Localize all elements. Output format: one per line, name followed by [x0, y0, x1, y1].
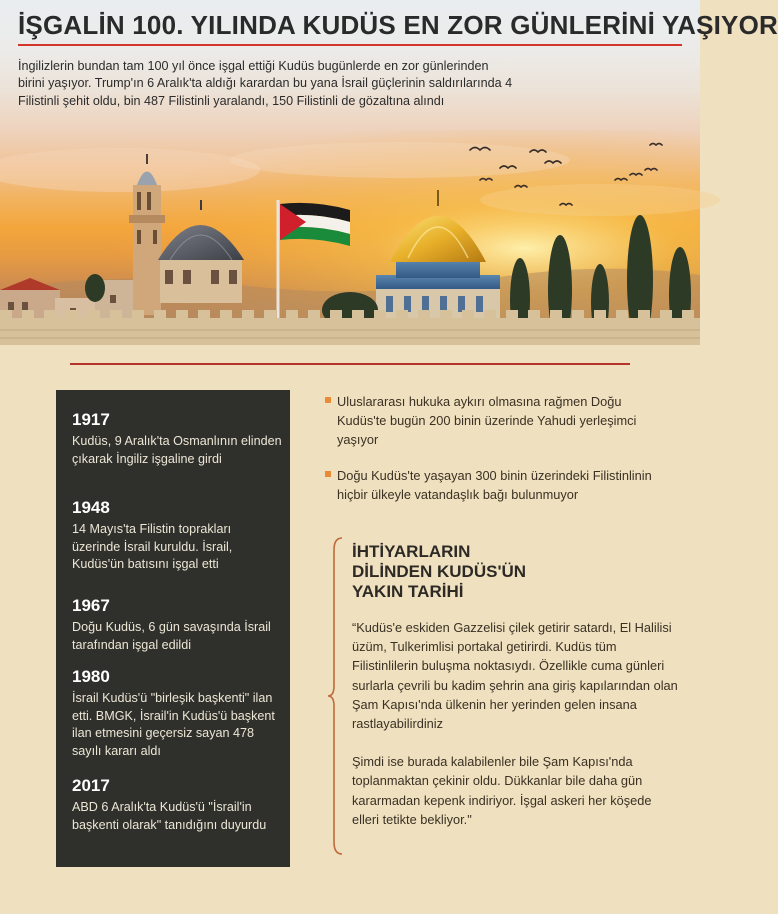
- quote-title: [352, 542, 612, 602]
- quote-title-line: YAKIN TARİHİ: [352, 582, 464, 601]
- timeline-text: Doğu Kudüs, 6 gün savaşında İsrail tarafından işgal edildi: [72, 620, 271, 652]
- curly-brace-icon: [326, 536, 344, 856]
- timeline-text: ABD 6 Aralık'ta Kudüs'ü "İsrail'in başkenti olarak" tanıdığını duyurdu: [72, 800, 267, 832]
- timeline-year: 1948: [72, 498, 110, 517]
- quote-paragraph: “Kudüs'e eskiden Gazzelisi çilek getirir satardı, El Halilisi üzüm, Tulkerimlisi portakal getirirdi. Kudüs tüm Filistinlilerin buluşma noktasıydı. Özellikle cuma günleri surlarla çevrili bu kadim şehrin ana giriş kapılarından olan Şam Kapısı'nda ülkenin her yerinden gelen insana rastlayabilirdiniz: [352, 620, 678, 732]
- timeline-year: 2017: [72, 776, 110, 795]
- quote-body: [352, 618, 682, 829]
- title-underline: [18, 44, 682, 46]
- timeline-year: 1917: [72, 410, 110, 429]
- fact-bullet: [337, 466, 667, 504]
- square-bullet-icon: [325, 471, 331, 477]
- timeline-text: 14 Mayıs'ta Filistin toprakları üzerinde İsrail kuruldu. İsrail, Kudüs'ün batısını işgal etti: [72, 522, 233, 572]
- intro-text: İngilizlerin bundan tam 100 yıl önce işgal ettiği Kudüs bugünlerde en zor günlerinden birini yaşıyor. Trump'ın 6 Aralık'ta aldığı karardan bu yana İsrail güçlerinin saldırılarında 4 Filistinli şehit oldu, bin 487 Filistinli yaralandı, 150 Filistinli de gözaltına alındı: [18, 59, 513, 108]
- timeline-item: [72, 596, 282, 654]
- timeline-item: [72, 410, 282, 468]
- timeline-box: [56, 390, 290, 867]
- timeline-item: [72, 498, 282, 574]
- quote-title-line: İHTİYARLARIN: [352, 542, 471, 561]
- header-banner: [0, 0, 778, 345]
- timeline-year: 1980: [72, 667, 110, 686]
- section-divider: [70, 363, 630, 365]
- timeline-year: 1967: [72, 596, 110, 615]
- timeline-text: İsrail Kudüs'ü "birleşik başkenti" ilan etti. BMGK, İsrail'in Kudüs'ü başkent ilan etmesini geçersiz sayan 478 sayılı kararı aldı: [72, 691, 275, 758]
- quote-title-line: DİLİNDEN KUDÜS'ÜN: [352, 562, 527, 581]
- timeline-text: Kudüs, 9 Aralık'ta Osmanlının elinden çıkarak İngiliz işgaline girdi: [72, 434, 282, 466]
- fact-bullet: [337, 392, 667, 449]
- timeline-item: [72, 776, 282, 834]
- bullet-text: Uluslararası hukuka aykırı olmasına rağmen Doğu Kudüs'te bugün 200 binin üzerinde Yahudi yerleşimci yaşıyor: [337, 394, 637, 447]
- timeline-item: [72, 667, 282, 760]
- quote-paragraph: Şimdi ise burada kalabilenler bile Şam Kapısı'nda toplanmaktan çekinir oldu. Dükkanlar bile daha gün kararmadan kepenk indiriyor. İşgal askeri her köşede elleri tetikte bekliyor.": [352, 754, 652, 827]
- jerusalem-skyline-illustration: [0, 130, 700, 345]
- bullet-text: Doğu Kudüs'te yaşayan 300 binin üzerindeki Filistinlinin hiçbir ülkeyle vatandaşlık bağı bulunmuyor: [337, 468, 652, 502]
- square-bullet-icon: [325, 397, 331, 403]
- page-title: İŞGALİN 100. YILINDA KUDÜS EN ZOR GÜNLERİNİ YAŞIYOR: [18, 10, 778, 40]
